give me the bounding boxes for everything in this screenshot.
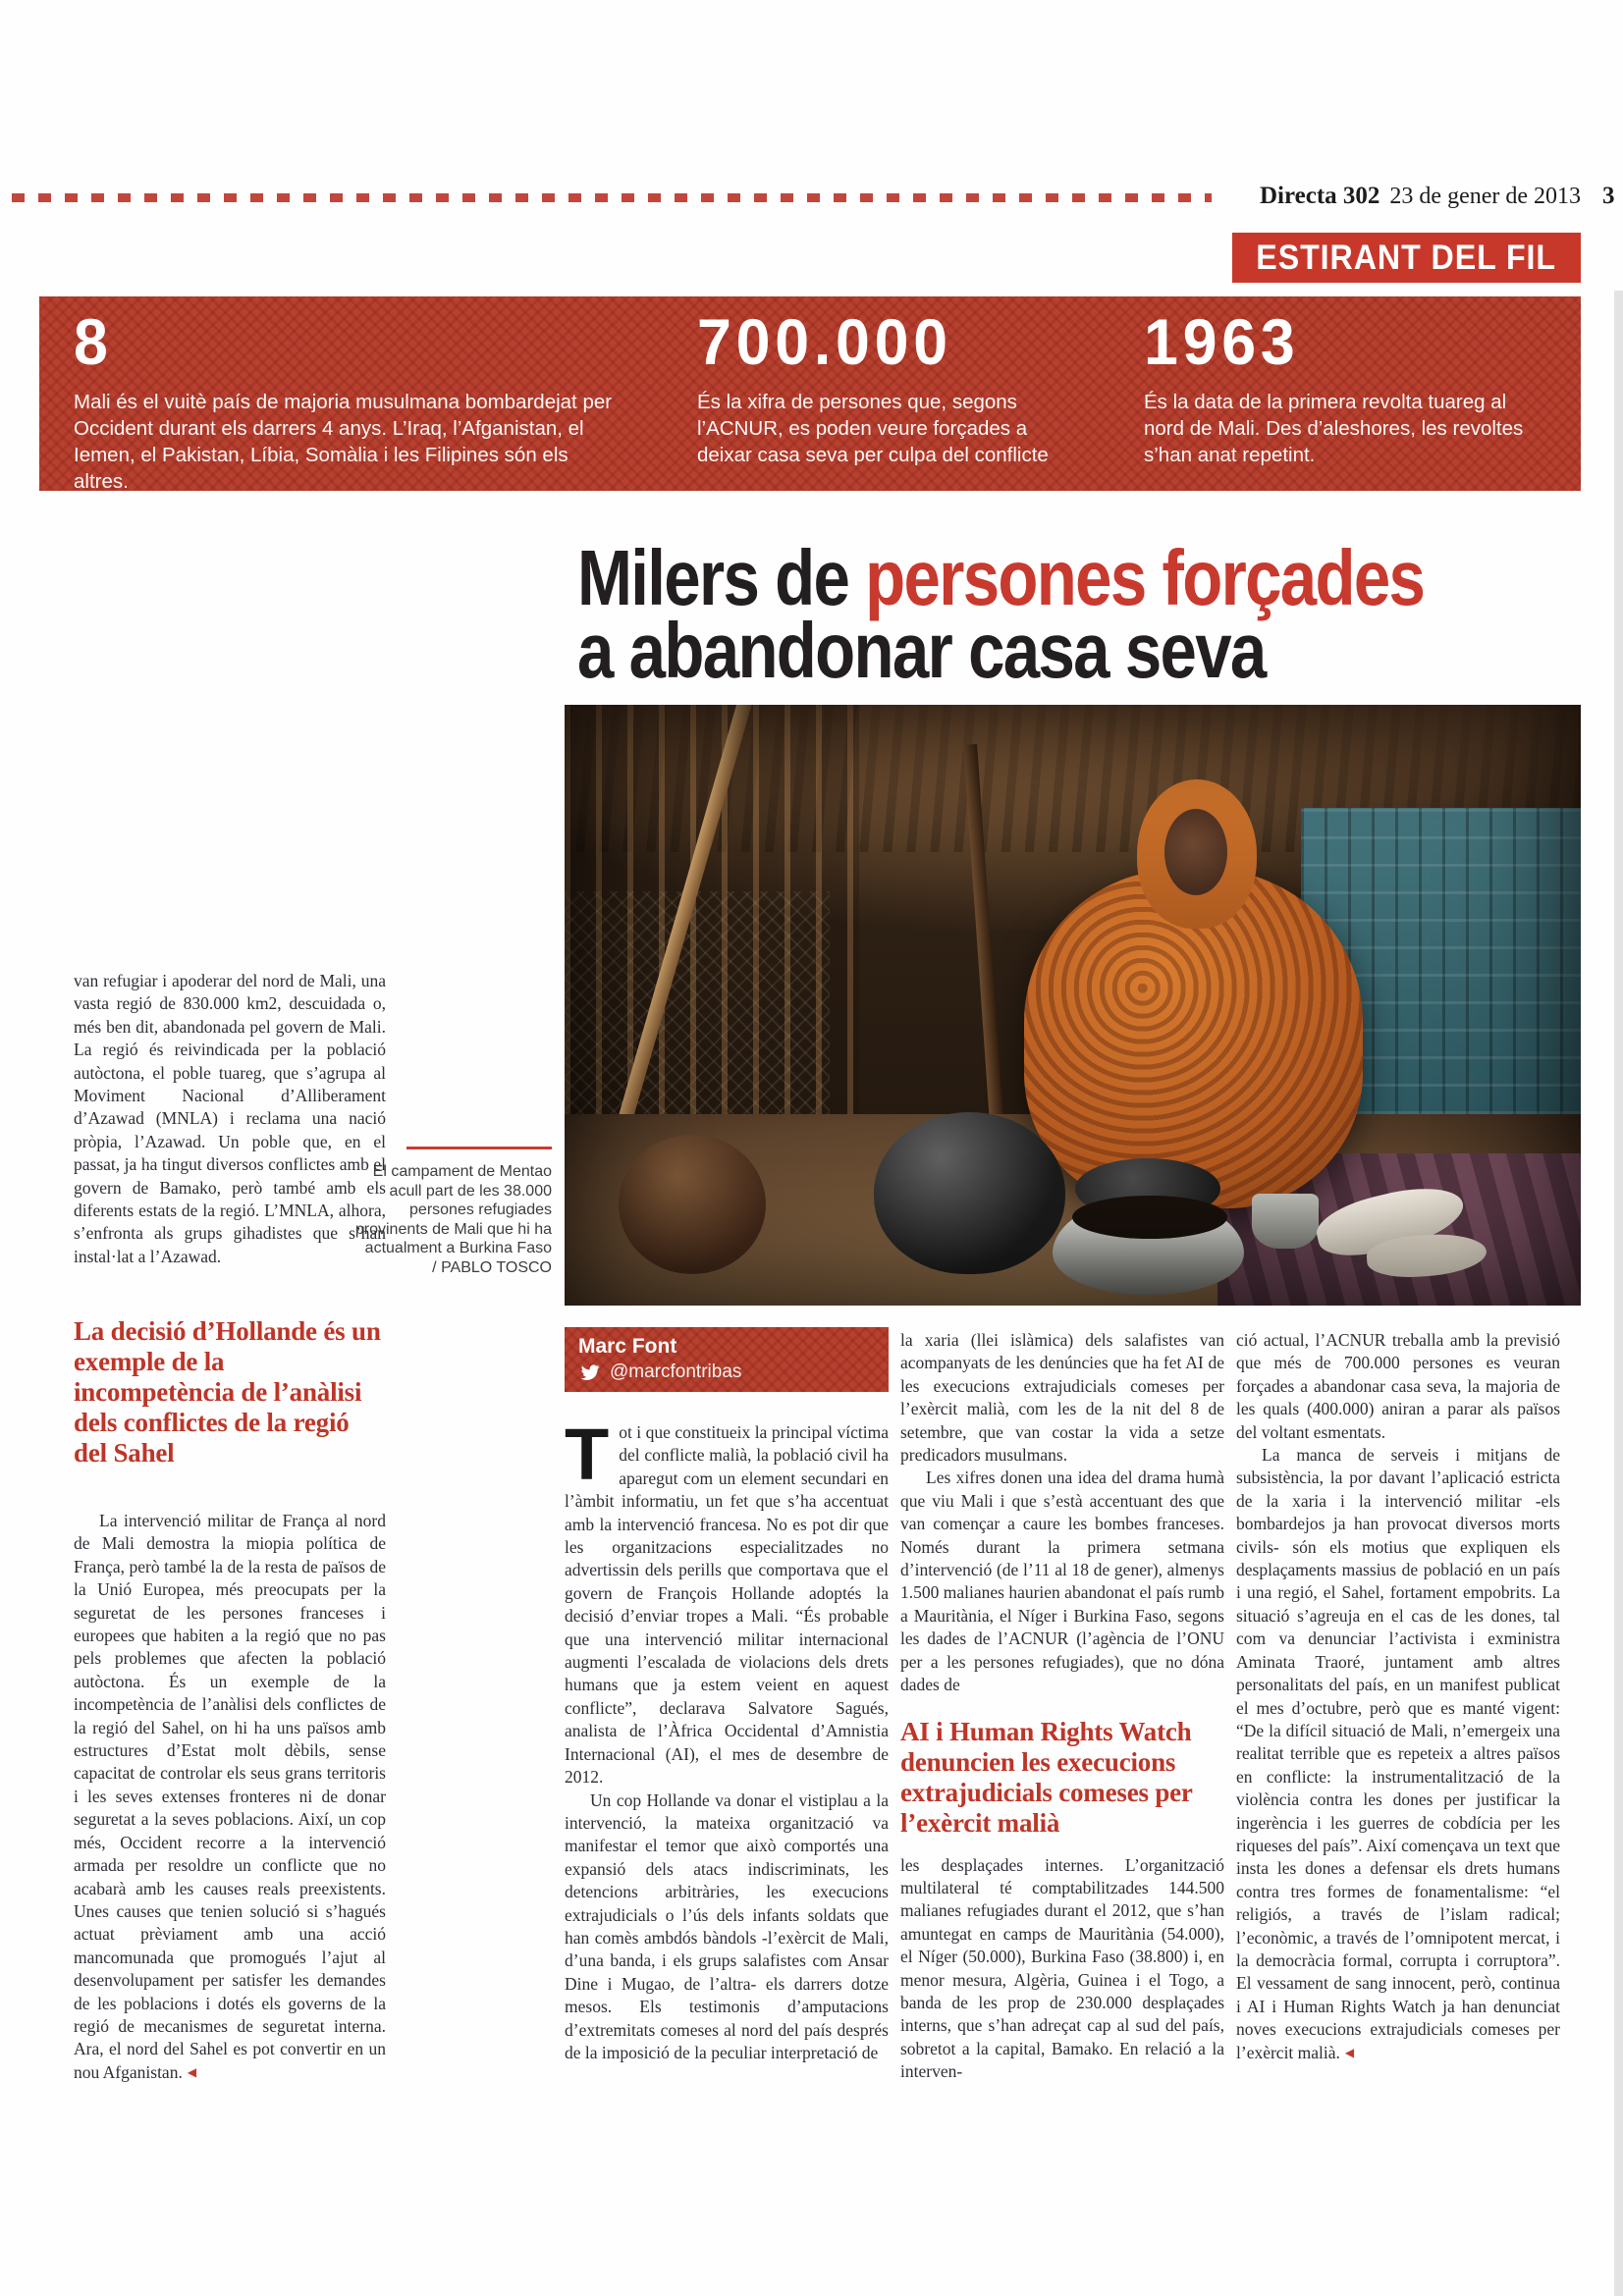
body-column-2 [900,1329,1224,2084]
twitter-handle: @marcfontribas [610,1362,742,1382]
drop-cap: T [565,1414,610,1495]
section-label: ESTIRANT DEL FIL [1256,238,1557,277]
paragraph-text: La intervenció militar de França al nord de Mali demostra la miopia política de França, però també la de la resta de països de la Unió Europea, més preocupats per la seguretat de les persones franceses i europees que habiten a la regió que no pas pels problemes que afecten la població autòctona. És un exemple de la incompetència de l’anàlisi dels conflictes de la regió del Sahel, on hi ha uns països amb estructures d’Estat molt dèbils, sense capacitat de controlar els seus grans territoris i les seves extenses fronteres ni de donar seguretat a la seves poblacions. Així, un cop més, Occident recorre a la intervenció armada per resoldre un conflicte que no acabarà amb les causes reals preexistents. Unes causes que tenien solució si s’hagués actuat prèviament amb una acció mancomunada que promogués l’ajut al desenvolupament per satisfer les demandes de les poblacions i dotés els governs de la regió de mecanismes de seguretat interna. Ara, el nord del Sahel es pot convertir en un nou Afganistan. [74,1511,386,2082]
headline-black: Milers de [577,534,866,621]
caption-rule [406,1147,552,1149]
pull-quote-subhead: La decisió d’Hollande és un exemple de la incompetència de l’anàlisi dels conflictes de la regió del Sahel [74,1316,381,1468]
stat-figure: 1963 [1144,305,1300,378]
stat-block-1963 [1144,305,1525,468]
byline-box [565,1327,889,1392]
paragraph-text: Les xifres donen una idea del drama humà que viu Mali i que s’està accentuant des que van començar a caure les bombes franceses. Només durant la primera setmana d’intervenció (de l’11 al 18 de gener), almenys 1.500 malianes haurien abandonat el país rumb a Mauritània, el Níger i Burkina Faso, segons les dades de l’ACNUR (l’agència de l’ONU per a les persones refugiades), que no dóna dades de [900,1468,1224,1695]
paragraph-text: ot i que constitueix la principal víctima del conflicte malià, la població civil ha aparegut com un element secundari en l’àmbit informatiu, un fet que s’ha accentuat amb la intervenció francesa. No es pot dir que les organitzacions especialitzades no advertissin dels perills que comportava que el govern de François Hollande adoptés la decisió d’enviar tropes a Mali. “És probable que una intervenció militar internacional augmenti l’escalada de violacions dels drets humans que ja estem veient en aquest conflicte”, declarava Salvatore Sagués, analista de l’Àfrica Occidental d’Amnistia Internacional (AI), el mes de desembre de 2012. [565,1422,889,1788]
author-name: Marc Font [578,1335,677,1358]
section-badge [1232,233,1581,283]
stat-figure: 8 [74,305,113,378]
stat-figure: 700.000 [697,305,952,378]
article-end-mark: ◀ [187,2064,197,2079]
dashed-divider [12,193,1212,202]
twitter-icon [578,1362,602,1382]
publication-name: Directa 302 [1260,183,1380,209]
stat-text: Mali és el vuitè país de majoria musulmana bombardejat per Occident durant els darrers 4 anys. L’Iraq, l’Afganistan, el Iemen, el Pakistan, Líbia, Somàlia i les Filipines són els altres. [74,391,613,493]
paragraph-text: les desplaçades internes. L’organització multilateral té comptabilitzades 144.500 malianes refugiades durant el 2012, que s’han amuntegat en camps de Mauritània (54.000), el Níger (50.000), Burkina Faso (38.800) i, en menor mesura, Algèria, Guinea i el Togo, a banda de les prop de 230.000 desplaçades interns, que s’han adreçat cap al sud del país, sobretot a la capital, Bamako. En relació a la interven- [900,1854,1224,2082]
headline-red: persones forçades [865,534,1425,621]
photo-credit: / PABLO TOSCO [432,1258,552,1276]
article-headline [577,534,1567,694]
article-end-mark: ◀ [1344,2045,1355,2059]
issue-date: 23 de gener de 2013 [1389,184,1582,209]
body-column-3 [1236,1329,1560,2064]
stat-text: És la xifra de persones que, segons l’ACNUR, es poden veure forçades a deixar casa seva per culpa del conflicte [697,391,1049,466]
stats-banner [39,296,1581,491]
article-photo [565,705,1581,1306]
left-column-paragraph [74,1510,386,2084]
stat-block-8 [74,305,628,495]
paragraph-text: la xaria (llei islàmica) dels salafistes van acompanyats de les denúncies que ha fet AI de les execucions extrajudicials comeses per l’exèrcit malià, com les de la nit del 8 de setembre, que van costar la vida a setze predicadors musulmans. [900,1330,1224,1466]
author-twitter [578,1362,875,1383]
stat-text: És la data de la primera revolta tuareg al nord de Mali. Des d’aleshores, les revoltes s’han anat repetint. [1144,391,1524,466]
scan-edge-strip [1614,291,1623,2296]
page-number: 3 [1602,183,1615,209]
left-column-paragraph: van refugiar i apoderar del nord de Mali, una vasta regió de 830.000 km2, descuidada o, més ben dit, abandonada pel govern de Mali. La regió és reivindicada per la població autòctona, el poble tuareg, que s’agrupa al Moviment Nacional d’Alliberament d’Azawad (MNLA) i reclama una nació pròpia, l’Azawad. Un poble que, en el passat, ja ha tingut diversos conflictes amb el govern de Bamako, però també amb els diferents estats de la regió. L’MNLA, alhora, s’enfronta als grups gihadistes que s’han instal·lat a l’Azawad. [74,971,386,1266]
inline-subhead: AI i Human Rights Watch denuncien les execucions extrajudicials comeses per l’exèrcit malià [900,1716,1193,1838]
body-column-1 [565,1414,889,2064]
caption-text: El campament de Mentao acull part de les 38.000 persones refugiades provinents de Mali que hi ha actualment a Burkina Faso [354,1163,552,1256]
headline-line-2: a abandonar casa seva [577,607,1266,694]
masthead [1260,183,1615,210]
stat-block-700000 [697,305,1072,468]
paragraph-text: ció actual, l’ACNUR treballa amb la previsió que més de 700.000 persones es veuran forçades a abandonar casa seva, la majoria de les quals (400.000) aniran a parar als països del voltant esmentats. [1236,1330,1560,1442]
paragraph-text: La manca de serveis i mitjans de subsistència, la por davant l’aplicació estricta de la xaria i la intervenció militar -els bombardejos ja han provocat diversos morts civils- són els motius que expliquen els desplaçaments massius de població en un país i una regió, el Sahel, fortament empobrits. La situació s’agreuja en el cas de les dones, tal com va denunciar l’activista i exministra Aminata Traoré, juntament amb altres personalitats del país, en un manifest publicat el mes d’octubre, però que es manté vigent: “De la difícil situació de Mali, n’emergeix una realitat terrible que es repeteix a altres països en conflicte: la instrumentalització de la violència contra les dones per justificar la ingerència i les guerres de cobdícia per les riqueses del país”. Així començava un text que insta les dones a defensar els drets humans contra tres formes de fonamentalisme: “el religiós, a través de l’islam radical; l’econòmic, a través de l’omnipotent mercat, i la democràcia formal, corrupta i corruptora”. El vessament de sang innocent, però, continua i AI i Human Rights Watch ja han denunciat noves execucions extrajudicials comeses per l’exèrcit malià. [1236,1445,1560,2062]
headline-line-1 [577,534,1567,621]
photo-vignette [565,705,1581,1306]
paragraph-text: Un cop Hollande va donar el vistiplau a la intervenció, la mateixa organització va manifestar el temor que això comportés una expansió dels atacs indiscriminats, les detencions arbitràries, les execucions extrajudicials o l’ús dels infants soldats que han comès ambdós bàndols -l’exèrcit de Mali, d’una banda, i els grups salafistes com Ansar Dine i Mugao, de l’altra- els darrers dotze mesos. Els testimonis d’amputacions d’extremitats comeses al nord del país després de la imposició de la peculiar interpretació de [565,1789,889,2062]
